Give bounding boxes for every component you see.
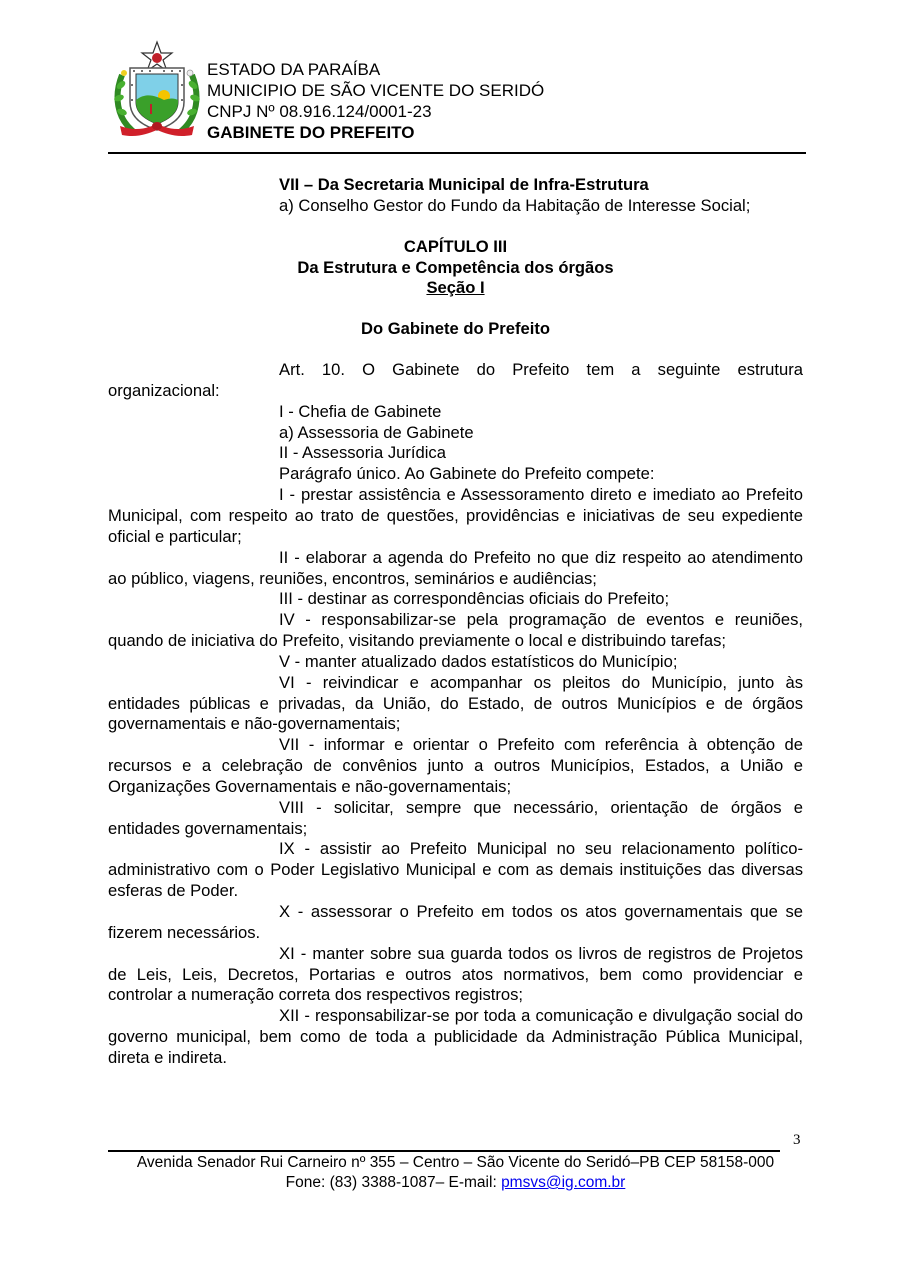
page-number: 3 bbox=[793, 1132, 801, 1148]
footer-contact bbox=[108, 1173, 803, 1193]
competence-item: XII - responsabilizar-se por toda a comunicação e divulgação social do governo municipal, bem como de toda a publicidade da Administração Pública Municipal, direta e indireta. bbox=[108, 1006, 803, 1067]
structure-item: II - Assessoria Jurídica bbox=[279, 443, 446, 463]
letterhead-text bbox=[207, 59, 544, 143]
footer-divider bbox=[108, 1150, 780, 1152]
section-vii-heading: VII – Da Secretaria Municipal de Infra-Estrutura bbox=[279, 175, 649, 194]
section-title: Do Gabinete do Prefeito bbox=[360, 319, 550, 339]
competence-item: V - manter atualizado dados estatísticos do Município; bbox=[279, 651, 678, 671]
document-body bbox=[108, 175, 803, 1069]
email-link[interactable]: pmsvs@ig.com.br bbox=[501, 1174, 626, 1191]
competence-item: VII - informar e orientar o Prefeito com referência à obtenção de recursos e a celebração de convênios junto a outros Municípios, Estados, a União e Organizações Governamentais e não-governamentais; bbox=[108, 735, 803, 796]
competence-item: XI - manter sobre sua guarda todos os livros de registros de Projetos de Leis, Leis, Decretos, Portarias e outros atos normativos, bem como providenciar e controlar a numeração correta dos respectivos registros; bbox=[108, 943, 803, 1005]
sole-paragraph: Parágrafo único. Ao Gabinete do Prefeito compete: bbox=[279, 464, 655, 484]
competence-item: IX - assistir ao Prefeito Municipal no seu relacionamento político-administrativo com o Poder Legislativo Municipal e com as demais instituições das diversas esferas de Poder. bbox=[108, 839, 803, 901]
competence-item: X - assessorar o Prefeito em todos os atos governamentais que se fizerem necessários. bbox=[108, 902, 803, 942]
structure-item: a) Assessoria de Gabinete bbox=[279, 422, 474, 442]
competence-item: VIII - solicitar, sempre que necessário, orientação de órgãos e entidades governamentais; bbox=[108, 797, 803, 838]
office-name: GABINETE DO PREFEITO bbox=[207, 123, 415, 142]
chapter-heading: CAPÍTULO III bbox=[403, 236, 508, 256]
letterhead bbox=[108, 40, 806, 155]
footer-address: Avenida Senador Rui Carneiro nº 355 – Centro – São Vicente do Seridó–PB CEP 58158-000 bbox=[136, 1154, 775, 1171]
article-10: Art. 10. O Gabinete do Prefeito tem a seguinte estrutura organizacional: bbox=[108, 360, 803, 400]
competence-item: II - elaborar a agenda do Prefeito no que diz respeito ao atendimento ao público, viagens, reuniões, encontros, seminários e audiências; bbox=[108, 547, 803, 588]
section-vii-item-a: a) Conselho Gestor do Fundo da Habitação de Interesse Social; bbox=[279, 195, 751, 215]
competence-item: VI - reivindicar e acompanhar os pleitos do Município, junto às entidades públicas e privadas, da União, do Estado, de outros Municípios e de órgãos governamentais e não-governamentais; bbox=[108, 672, 803, 734]
state-name: ESTADO DA PARAÍBA bbox=[207, 60, 381, 79]
structure-item: I - Chefia de Gabinete bbox=[279, 401, 442, 421]
section-heading: Seção I bbox=[426, 278, 485, 298]
cnpj: CNPJ Nº 08.916.124/0001-23 bbox=[207, 102, 432, 121]
footer-phone: Fone: (83) 3388-1087– E-mail: bbox=[285, 1174, 502, 1191]
competence-item: I - prestar assistência e Assessoramento direto e imediato ao Prefeito Municipal, com respeito ao trato de questões, providências e iniciativas de seu expediente oficial e particular; bbox=[108, 485, 803, 546]
competence-item: IV - responsabilizar-se pela programação de eventos e reuniões, quando de iniciativa do Prefeito, visitando previamente o local e distribuindo tarefas; bbox=[108, 610, 803, 651]
chapter-title: Da Estrutura e Competência dos órgãos bbox=[297, 257, 614, 277]
competence-item: III - destinar as correspondências oficiais do Prefeito; bbox=[279, 589, 670, 609]
coat-of-arms-icon bbox=[112, 40, 202, 140]
section-heading-wrap bbox=[108, 278, 803, 299]
municipality-name: MUNICIPIO DE SÃO VICENTE DO SERIDÓ bbox=[207, 81, 545, 100]
header-divider bbox=[108, 152, 806, 154]
